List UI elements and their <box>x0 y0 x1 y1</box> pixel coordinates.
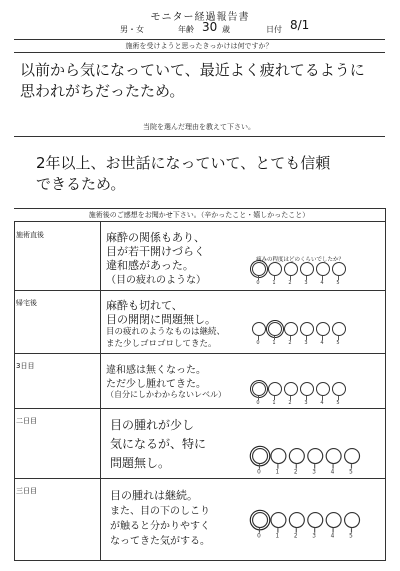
pain-scale-number: 4 <box>320 280 324 286</box>
pain-scale-number: 5 <box>349 532 353 540</box>
age-unit: 歳 <box>222 25 230 34</box>
form-title: モニター経過報告書 <box>150 12 250 23</box>
gender-field: 男・女 <box>120 25 144 34</box>
pain-face-3[interactable] <box>307 448 323 464</box>
pain-face-1[interactable] <box>270 512 286 528</box>
pain-face-1[interactable] <box>268 262 282 276</box>
pain-scale-number: 5 <box>336 340 340 346</box>
pain-scale-number: 1 <box>275 468 280 476</box>
row-5-line-2: また、目の下のしこり <box>110 506 210 517</box>
q2-answer-line-2: できるため。 <box>36 175 126 193</box>
row-3-line-2: ただ少し腫れてきた。 <box>106 379 206 390</box>
pain-face-0[interactable] <box>252 322 266 336</box>
pain-scale-number: 0 <box>257 532 261 540</box>
row-4-line-1: 目の腫れが少し <box>110 418 195 432</box>
row-4-line-2: 気になるが、特に <box>110 437 207 451</box>
row-label-1: 施術直後 <box>16 231 44 239</box>
row-2-line-3: 目の疲れのようなものは継続、 <box>106 327 226 337</box>
pain-scale-number: 5 <box>349 468 353 476</box>
age-label: 年齢 <box>178 25 194 34</box>
pain-face-3[interactable] <box>300 382 314 396</box>
pain-scale-number: 2 <box>288 400 292 406</box>
pain-face-4[interactable] <box>326 448 342 464</box>
pain-face-2[interactable] <box>284 262 298 276</box>
pain-scale-number: 3 <box>304 400 308 406</box>
row-label-5: 三日目 <box>16 487 37 495</box>
pain-face-0[interactable] <box>252 262 266 276</box>
pain-face-3[interactable] <box>307 512 323 528</box>
row-4-line-3: 問題無し。 <box>110 456 171 470</box>
q1-answer-line-1: 以前から気になっていて、最近よく疲れてるように <box>20 61 365 79</box>
date-label: 日付 <box>266 25 282 34</box>
selected-circle-mark <box>250 380 268 398</box>
row-2-line-4: また少しゴロゴロしてきた。 <box>106 339 217 349</box>
pain-face-4[interactable] <box>316 322 330 336</box>
row-label-4: 二日目 <box>16 417 37 425</box>
pain-face-4[interactable] <box>316 382 330 396</box>
pain-face-5[interactable] <box>344 448 360 464</box>
pain-face-0[interactable] <box>252 382 266 396</box>
pain-scale-number: 2 <box>293 532 298 540</box>
pain-scale-number: 4 <box>320 400 324 406</box>
pain-face-2[interactable] <box>289 448 305 464</box>
row-divider-3 <box>14 408 385 409</box>
q2-divider <box>14 136 385 137</box>
q2-question: 当院を選んだ理由を教えて下さい。 <box>143 123 255 131</box>
pain-scale-number: 2 <box>288 340 292 346</box>
pain-face-1[interactable] <box>268 382 282 396</box>
age-value: 30 <box>202 20 218 34</box>
table-left-border <box>14 222 15 560</box>
pain-scale-number: 1 <box>272 280 276 286</box>
pain-scale-number: 3 <box>304 280 308 286</box>
pain-face-0[interactable] <box>252 448 268 464</box>
date-value: 8/1 <box>290 18 310 32</box>
row-5-line-1: 目の腫れは継続。 <box>110 489 198 502</box>
pain-scale-number: 0 <box>256 400 260 406</box>
q2-answer-line-1: 2年以上、お世話になっていて、とても信頼 <box>36 154 331 172</box>
row-5-line-4: なってきた気がする。 <box>110 536 210 547</box>
row-3-line-3: （自分にしかわからないレベル） <box>106 390 226 399</box>
row-label-2: 帰宅後 <box>16 299 37 307</box>
pain-scale-number: 0 <box>256 340 260 346</box>
pain-scale-number: 0 <box>256 280 260 286</box>
pain-face-5[interactable] <box>344 512 360 528</box>
pain-scale-number: 0 <box>257 468 261 476</box>
selected-circle-mark <box>266 320 284 338</box>
pain-face-5[interactable] <box>332 322 346 336</box>
pain-face-4[interactable] <box>316 262 330 276</box>
q1-question: 施術を受けようと思ったきっかけは何ですか？ <box>125 42 273 50</box>
pain-face-3[interactable] <box>300 322 314 336</box>
row-1-line-2: 目が若干開けづらく <box>106 245 205 258</box>
row-divider-1 <box>14 290 385 291</box>
q3-question: 施術後のご感想をお聞かせ下さい。（辛かったこと・嬉しかったこと） <box>88 211 310 219</box>
row-1-line-4: （目の疲れのような） <box>106 275 206 286</box>
pain-question: 痛みの程度はどのくらいでしたか？ <box>256 257 345 263</box>
pain-face-2[interactable] <box>289 512 305 528</box>
pain-face-4[interactable] <box>326 512 342 528</box>
row-1-line-3: 違和感があった。 <box>106 259 194 272</box>
q1-answer-line-2: 思われがちだったため。 <box>20 82 185 100</box>
row-2-line-1: 麻酔も切れて、 <box>106 299 183 312</box>
selected-circle-mark <box>250 260 268 278</box>
pain-scale-number: 4 <box>330 468 335 476</box>
pain-scale-number: 2 <box>293 468 298 476</box>
row-divider-2 <box>14 353 385 354</box>
row-label-3: 3日目 <box>16 362 35 370</box>
table-bottom-border <box>14 560 386 561</box>
pain-face-5[interactable] <box>332 382 346 396</box>
pain-scale-number: 1 <box>275 532 280 540</box>
row-2-line-2: 目の開閉に問題無し。 <box>106 313 216 326</box>
pain-scale-number: 4 <box>320 340 324 346</box>
pain-face-3[interactable] <box>300 262 314 276</box>
row-divider-4 <box>14 478 385 479</box>
pain-scale-number: 3 <box>312 532 316 540</box>
pain-face-1[interactable] <box>270 448 286 464</box>
pain-face-1[interactable] <box>268 322 282 336</box>
pain-scale-number: 1 <box>272 400 276 406</box>
pain-scale-number: 1 <box>272 340 276 346</box>
pain-scale-number: 2 <box>288 280 292 286</box>
row-1-line-1: 麻酔の関係もあり、 <box>106 231 205 244</box>
pain-face-0[interactable] <box>252 512 268 528</box>
pain-face-5[interactable] <box>332 262 346 276</box>
table-right-border <box>385 208 386 560</box>
pain-scale-number: 3 <box>304 340 308 346</box>
pain-scale-number: 5 <box>336 400 340 406</box>
pain-face-2[interactable] <box>284 382 298 396</box>
pain-scale-number: 4 <box>330 532 335 540</box>
pain-scale-number: 3 <box>312 468 316 476</box>
row-5-line-3: が触ると分かりやすく <box>110 521 210 532</box>
pain-face-2[interactable] <box>284 322 298 336</box>
row-3-line-1: 違和感は無くなった。 <box>106 365 206 376</box>
pain-scale-number: 5 <box>336 280 340 286</box>
table-column-divider <box>100 222 101 560</box>
